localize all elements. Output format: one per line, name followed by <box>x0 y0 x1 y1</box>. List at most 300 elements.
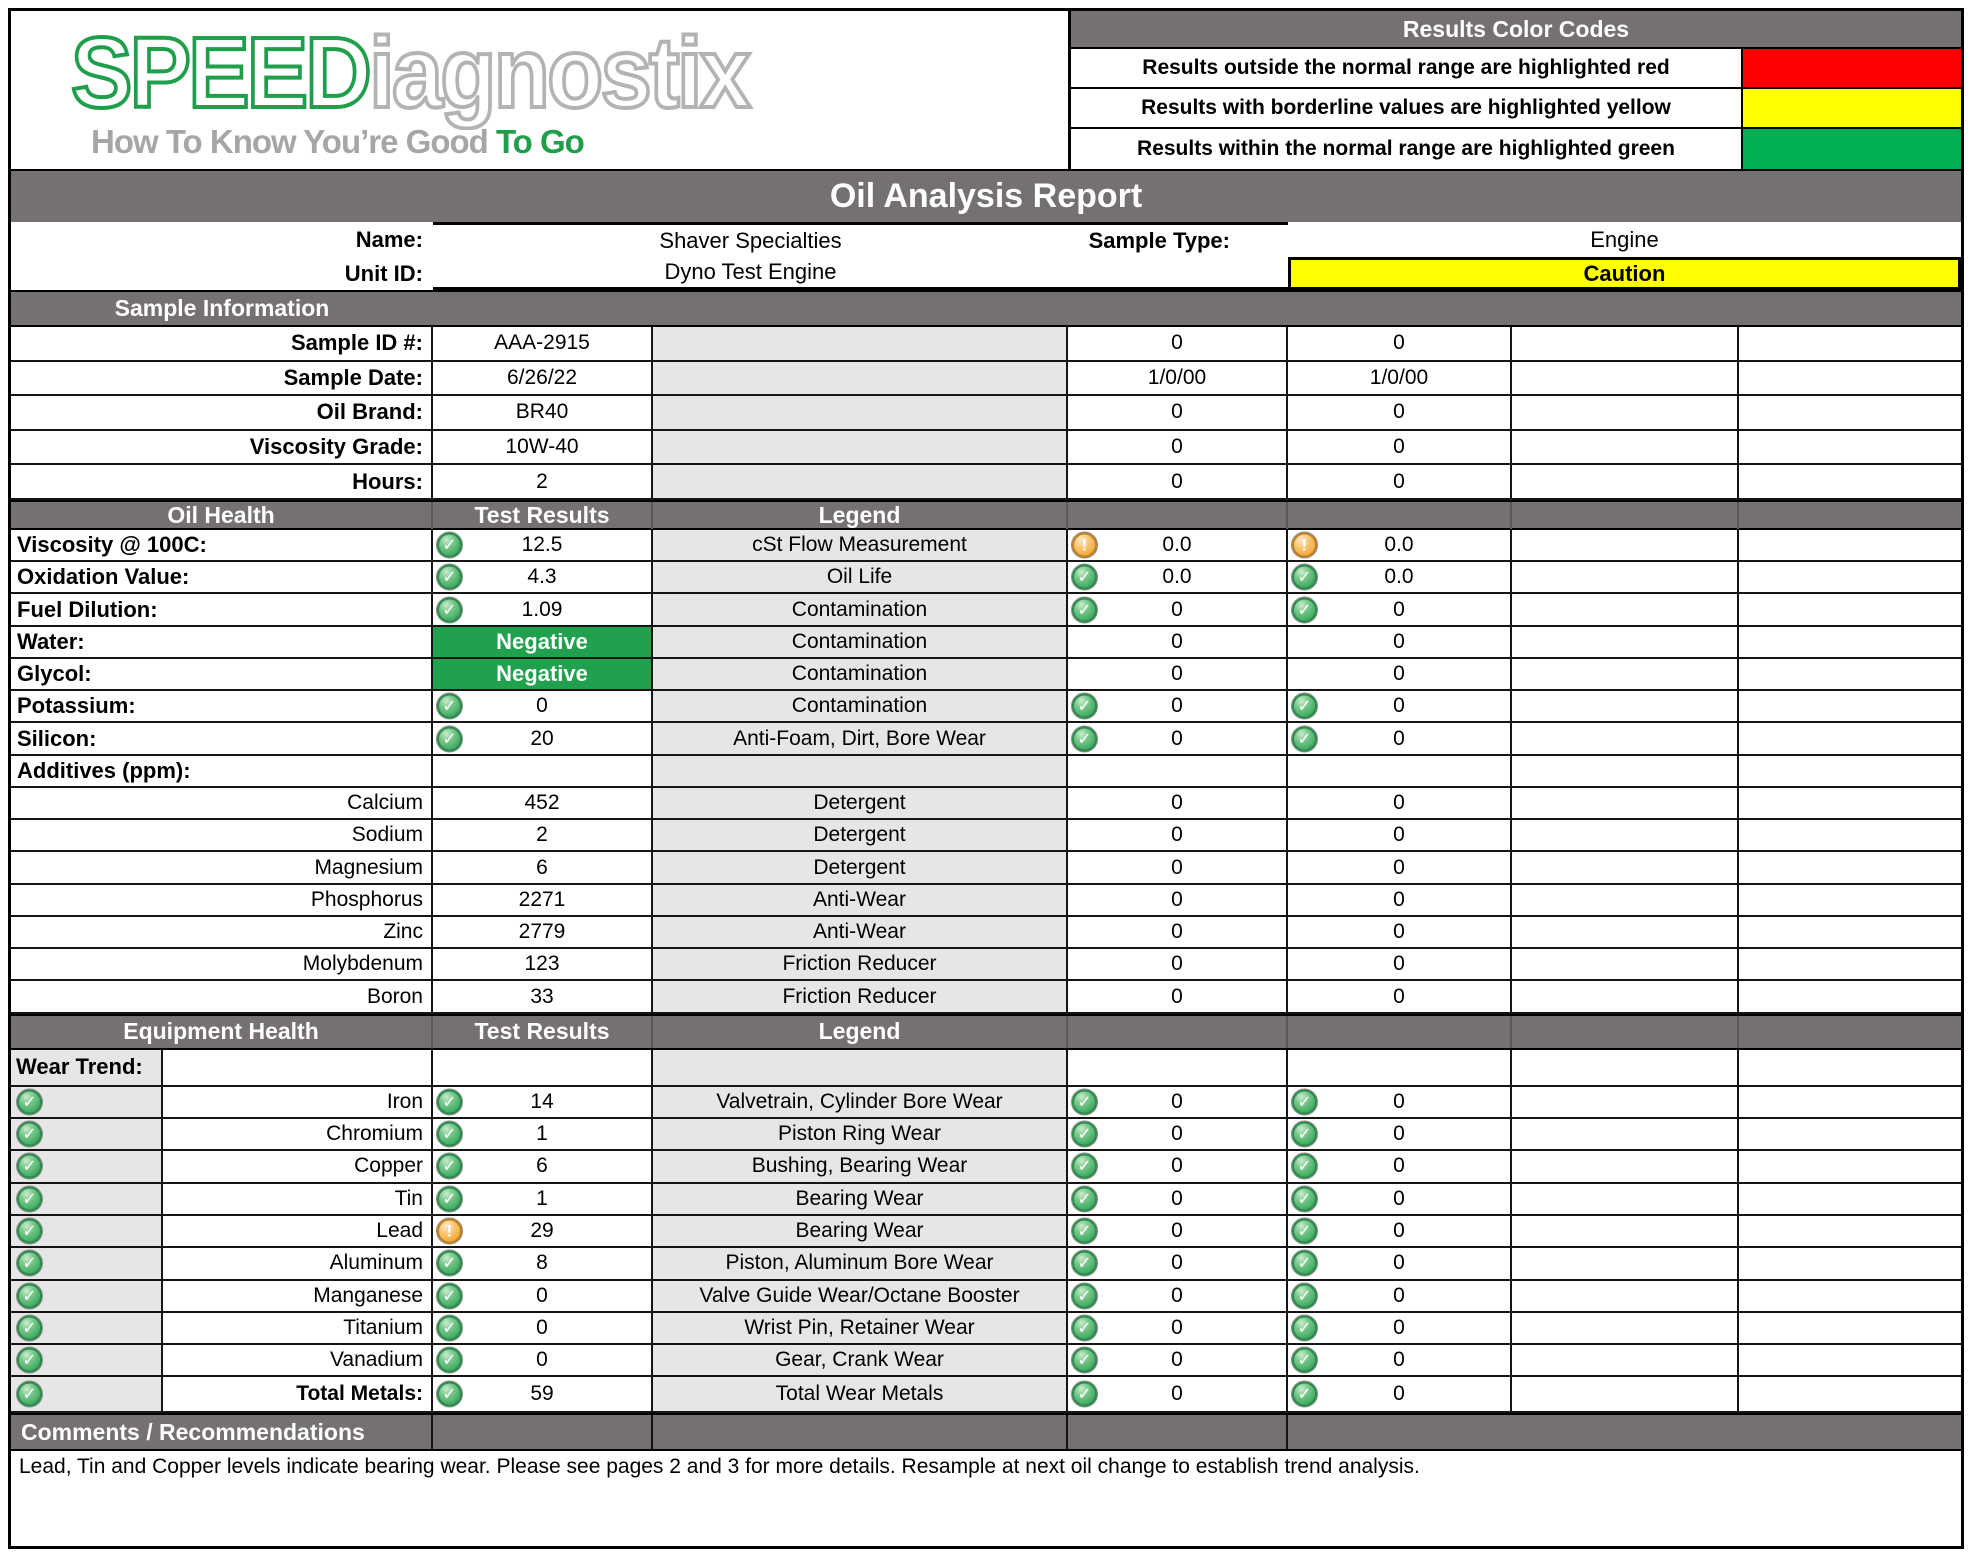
wear-trend-icon-cell <box>11 1377 163 1411</box>
wear-metal-row <box>11 1216 1961 1248</box>
legend-cell <box>653 1087 1068 1119</box>
legend-cell-text: Contamination <box>791 629 928 653</box>
test-result-value-text: 0 <box>536 1348 548 1372</box>
parameter-label-text: Boron <box>366 984 423 1008</box>
test-result-value <box>433 1216 653 1248</box>
prev-value-2 <box>1288 1216 1512 1248</box>
prev-value-2-text: 0 <box>1393 1348 1405 1372</box>
empty-cell <box>1739 885 1961 917</box>
test-result-value-text: 452 <box>524 791 560 815</box>
empty-cell <box>1512 562 1739 594</box>
metal-label <box>163 1119 431 1149</box>
check-icon: ✓ <box>1291 1218 1318 1245</box>
parameter-label-text: Molybdenum <box>302 952 423 976</box>
check-icon: ✓ <box>1071 1218 1098 1245</box>
prev-value-2 <box>1288 627 1512 659</box>
empty-cell <box>1739 981 1961 1013</box>
check-icon: ✓ <box>1291 1282 1318 1309</box>
wear-label-cell <box>11 1151 433 1183</box>
prev-value-1-text: 0 <box>1171 435 1183 459</box>
legend-cell-text: Anti-Foam, Dirt, Bore Wear <box>733 726 986 750</box>
empty-cell <box>1512 788 1739 820</box>
prev-value-1-text: 0 <box>1171 1089 1183 1113</box>
check-icon: ✓ <box>436 1121 463 1148</box>
check-icon: ✓ <box>1291 1381 1318 1408</box>
equipment-health-bar <box>11 1014 1961 1050</box>
parameter-label-text: Magnesium <box>314 855 423 879</box>
test-result-value-text: 6 <box>536 855 548 879</box>
tagline-gray: How To Know You’re Good <box>91 123 496 160</box>
oil-health-row <box>11 723 1961 755</box>
prev-value-1-text: 0 <box>1171 597 1183 621</box>
prev-value-1-text: 0 <box>1171 469 1183 493</box>
unit-id-label: Unit ID: <box>344 260 423 286</box>
test-result-value-text: 59 <box>530 1382 554 1406</box>
test-result-value <box>433 1377 653 1413</box>
empty-cell <box>1512 627 1739 659</box>
color-code-text-text: Results within the normal range are highlighted green <box>1137 137 1675 160</box>
prev-value-1 <box>1068 1248 1288 1280</box>
sample-label-text: Hours: <box>352 468 423 494</box>
empty-cell <box>1739 1248 1961 1280</box>
empty-cell <box>1739 723 1961 755</box>
prev-value-1 <box>1068 1377 1288 1413</box>
prev-value-1-text: 0 <box>1171 1219 1183 1243</box>
wear-trend-icon-cell <box>11 1119 163 1149</box>
metal-label-text: Titanium <box>343 1315 423 1339</box>
test-result-value-text: 123 <box>524 952 560 976</box>
wear-label-cell <box>11 1377 433 1413</box>
sample-value-text: AAA-2915 <box>494 331 590 355</box>
check-icon: ✓ <box>1291 596 1318 623</box>
empty-cell <box>1739 431 1961 466</box>
prev-value-1-text: 0 <box>1171 662 1183 686</box>
warning-icon: ! <box>1291 532 1318 559</box>
check-icon: ✓ <box>1291 1314 1318 1341</box>
prev-value-1 <box>1068 362 1288 397</box>
tagline-green: To Go <box>495 123 584 160</box>
empty-cell <box>1512 756 1739 788</box>
check-icon: ✓ <box>1071 693 1098 720</box>
prev-value-2 <box>1288 1248 1512 1280</box>
test-result-value-text: 33 <box>530 984 554 1008</box>
empty-cell <box>1512 1377 1739 1413</box>
wear-trend-icon-cell <box>11 1184 163 1214</box>
legend-cell <box>653 820 1068 852</box>
prev-value-2-text: 0 <box>1393 694 1405 718</box>
prev-value-1 <box>1068 917 1288 949</box>
test-result-value <box>433 530 653 562</box>
oil-analysis-report-sheet <box>8 8 1964 1549</box>
wear-metal-row <box>11 1313 1961 1345</box>
test-result-value-text: 6 <box>536 1154 548 1178</box>
check-icon: ✓ <box>1071 564 1098 591</box>
wear-metal-row <box>11 1377 1961 1413</box>
prev-value-1-text: 0 <box>1171 823 1183 847</box>
sample-label <box>11 362 433 397</box>
legend-cell <box>653 1345 1068 1377</box>
test-result-value <box>433 691 653 723</box>
oil-health-row <box>11 659 1961 691</box>
legend-cell-text: Valvetrain, Cylinder Bore Wear <box>716 1089 1003 1113</box>
prev-value-1-text: 0 <box>1171 984 1183 1008</box>
prev-value-2 <box>1288 396 1512 431</box>
metal-label-text: Lead <box>376 1219 423 1243</box>
legend-cell <box>653 1216 1068 1248</box>
prev-value-2 <box>1288 788 1512 820</box>
empty-cell <box>1512 1248 1739 1280</box>
check-icon: ✓ <box>16 1121 43 1148</box>
sample-label <box>11 327 433 362</box>
test-result-value-text: 2779 <box>518 920 566 944</box>
legend-cell <box>653 465 1068 500</box>
prev-value-1 <box>1068 949 1288 981</box>
test-result-value <box>433 1281 653 1313</box>
empty-cell <box>1739 691 1961 723</box>
prev-value-2 <box>1288 1087 1512 1119</box>
prev-value-1-text: 0 <box>1171 1251 1183 1275</box>
prev-value-2-text: 0 <box>1393 629 1405 653</box>
legend-cell-text: Bearing Wear <box>795 1186 924 1210</box>
unit-id-row <box>11 257 1961 290</box>
parameter-label <box>11 852 433 884</box>
sample-label-text: Oil Brand: <box>316 399 423 425</box>
legend-cell <box>653 1050 1068 1087</box>
legend-cell-text: Valve Guide Wear/Octane Booster <box>699 1283 1020 1307</box>
empty-cell <box>1512 723 1739 755</box>
check-icon: ✓ <box>436 1250 463 1277</box>
empty-cell <box>1512 885 1739 917</box>
parameter-label-text: Viscosity @ 100C: <box>17 532 207 558</box>
sample-info-row <box>11 396 1961 431</box>
test-result-value <box>433 981 653 1013</box>
sample-label <box>11 396 433 431</box>
check-icon: ✓ <box>436 596 463 623</box>
check-icon: ✓ <box>1071 1153 1098 1180</box>
wear-label-cell <box>11 1119 433 1151</box>
legend-cell-text: Anti-Wear <box>813 920 906 944</box>
color-codes-body <box>1071 49 1961 169</box>
prev-value-1 <box>1068 627 1288 659</box>
empty-cell <box>1739 594 1961 626</box>
test-result-value-text: 1 <box>536 1186 548 1210</box>
wear-label-cell <box>11 1087 433 1119</box>
legend-cell <box>653 530 1068 562</box>
parameter-label-text: Oxidation Value: <box>17 564 190 590</box>
sample-info-row <box>11 327 1961 362</box>
empty-cell <box>1512 949 1739 981</box>
check-icon: ✓ <box>1291 1347 1318 1374</box>
wear-metal-row <box>11 1184 1961 1216</box>
parameter-label <box>11 627 433 659</box>
test-result-value-text: 2 <box>536 823 548 847</box>
metal-label <box>163 1345 431 1375</box>
test-result-value <box>433 820 653 852</box>
legend-cell <box>653 788 1068 820</box>
empty-cell <box>1739 788 1961 820</box>
wear-label-cell <box>11 1248 433 1280</box>
prev-value-1-text: 0 <box>1171 1348 1183 1372</box>
prev-value-2-text: 0 <box>1393 1219 1405 1243</box>
prev-value-1 <box>1068 530 1288 562</box>
legend-cell <box>653 431 1068 466</box>
empty-cell <box>1739 1377 1961 1413</box>
color-code-text <box>1071 49 1743 87</box>
legend-cell-text: Oil Life <box>826 565 893 589</box>
prev-value-1 <box>1068 788 1288 820</box>
test-result-value <box>433 1184 653 1216</box>
legend-cell <box>653 1119 1068 1151</box>
brand-logo-text <box>71 17 988 129</box>
check-icon: ✓ <box>1291 1121 1318 1148</box>
empty-cell <box>1739 465 1961 500</box>
prev-value-2 <box>1288 1151 1512 1183</box>
equipment-test-results-title: Test Results <box>433 1016 653 1048</box>
test-result-value-text: 1.09 <box>521 597 563 621</box>
prev-value-1-text: 0 <box>1171 791 1183 815</box>
prev-value-1-text: 0 <box>1171 887 1183 911</box>
parameter-label <box>11 530 433 562</box>
prev-value-2 <box>1288 917 1512 949</box>
prev-value-1-text: 0.0 <box>1162 533 1192 557</box>
wear-trend-icon-cell <box>11 1281 163 1311</box>
brand-speed: SPEED <box>71 17 370 129</box>
check-icon: ✓ <box>16 1381 43 1408</box>
prev-value-1-text: 0 <box>1171 1122 1183 1146</box>
prev-value-2-text: 0 <box>1393 1089 1405 1113</box>
prev-value-1 <box>1068 465 1288 500</box>
parameter-label <box>11 788 433 820</box>
empty-cell <box>1512 1087 1739 1119</box>
oil-health-row <box>11 691 1961 723</box>
legend-cell-text: Friction Reducer <box>782 952 937 976</box>
prev-value-1-text: 0 <box>1171 1382 1183 1406</box>
prev-value-2 <box>1288 723 1512 755</box>
prev-value-2-text: 0 <box>1393 1283 1405 1307</box>
test-result-value-text: 0 <box>536 1283 548 1307</box>
wear-label-cell <box>11 1216 433 1248</box>
wear-metal-row <box>11 1281 1961 1313</box>
legend-cell <box>653 659 1068 691</box>
prev-value-2-text: 0 <box>1393 726 1405 750</box>
test-result-value-text: Negative <box>496 628 588 654</box>
prev-value-1 <box>1068 1087 1288 1119</box>
wear-trend-row <box>11 1050 1961 1087</box>
test-result-value <box>433 852 653 884</box>
oil-health-title: Oil Health <box>11 502 433 529</box>
legend-cell-text: Bearing Wear <box>795 1219 924 1243</box>
warning-icon: ! <box>1071 532 1098 559</box>
color-swatch-yellow <box>1743 89 1961 127</box>
metal-label <box>163 1281 431 1311</box>
check-icon: ✓ <box>436 564 463 591</box>
results-color-codes-table <box>1068 11 1961 169</box>
check-icon: ✓ <box>1071 1250 1098 1277</box>
sample-information-rows <box>11 327 1961 500</box>
wear-trend-header-cell <box>11 1050 163 1085</box>
legend-cell-text: Wrist Pin, Retainer Wear <box>744 1315 975 1339</box>
prev-value-2 <box>1288 1313 1512 1345</box>
check-icon: ✓ <box>16 1314 43 1341</box>
legend-cell <box>653 691 1068 723</box>
empty-cell <box>1068 1050 1288 1087</box>
check-icon: ✓ <box>436 1347 463 1374</box>
oil-health-row <box>11 917 1961 949</box>
sample-label-text: Sample Date: <box>283 364 423 390</box>
empty-cell <box>1739 627 1961 659</box>
oil-health-row <box>11 530 1961 562</box>
check-icon: ✓ <box>16 1282 43 1309</box>
empty-cell <box>1512 1313 1739 1345</box>
check-icon: ✓ <box>1291 564 1318 591</box>
test-result-value-text: 20 <box>530 726 554 750</box>
test-result-value-text: 2271 <box>518 887 566 911</box>
prev-value-1 <box>1068 723 1288 755</box>
parameter-label <box>11 756 433 788</box>
legend-cell <box>653 723 1068 755</box>
wear-trend-icon-cell <box>11 1345 163 1375</box>
oil-health-row <box>11 788 1961 820</box>
empty-cell <box>1739 1345 1961 1377</box>
prev-value-1-text: 1/0/00 <box>1147 365 1207 389</box>
metal-label-text: Manganese <box>313 1283 423 1307</box>
empty-cell <box>1288 1050 1512 1087</box>
oil-health-row <box>11 627 1961 659</box>
legend-cell <box>653 362 1068 397</box>
metal-label-text: Copper <box>354 1154 423 1178</box>
prev-value-2 <box>1288 594 1512 626</box>
status-badge: Caution <box>1288 257 1961 290</box>
check-icon: ✓ <box>436 725 463 752</box>
prev-value-1 <box>1068 1216 1288 1248</box>
metal-label-text: Vanadium <box>329 1348 423 1372</box>
prev-value-2-text: 0 <box>1393 469 1405 493</box>
parameter-label <box>11 594 433 626</box>
check-icon: ✓ <box>1291 1185 1318 1212</box>
prev-value-2 <box>1288 1377 1512 1413</box>
unit-id-value: Dyno Test Engine <box>433 257 1068 290</box>
empty-cell <box>1739 362 1961 397</box>
check-icon: ✓ <box>436 1314 463 1341</box>
legend-cell <box>653 627 1068 659</box>
check-icon: ✓ <box>1071 1347 1098 1374</box>
empty-cell <box>1739 562 1961 594</box>
parameter-label <box>11 562 433 594</box>
oil-test-results-title: Test Results <box>433 502 653 529</box>
legend-cell <box>653 327 1068 362</box>
parameter-label-text: Silicon: <box>17 725 97 751</box>
prev-value-2 <box>1288 820 1512 852</box>
prev-value-2-text: 0 <box>1393 887 1405 911</box>
prev-value-1-text: 0 <box>1171 1186 1183 1210</box>
wear-metal-row <box>11 1345 1961 1377</box>
empty-cell <box>1739 852 1961 884</box>
legend-cell <box>653 396 1068 431</box>
prev-value-1 <box>1068 594 1288 626</box>
legend-cell-text: Total Wear Metals <box>775 1382 944 1406</box>
prev-value-2-text: 0 <box>1393 400 1405 424</box>
wear-label-cell <box>11 1184 433 1216</box>
sample-label-text: Viscosity Grade: <box>249 434 423 460</box>
prev-value-1 <box>1068 1184 1288 1216</box>
empty-cell <box>1512 1151 1739 1183</box>
prev-value-2 <box>1288 562 1512 594</box>
wear-metal-row <box>11 1087 1961 1119</box>
prev-value-1-text: 0 <box>1171 1154 1183 1178</box>
empty-cell <box>1512 820 1739 852</box>
wear-trend-label-cell <box>11 1050 433 1087</box>
legend-cell-text: Detergent <box>813 791 906 815</box>
metal-label <box>163 1151 431 1181</box>
parameter-label-text: Potassium: <box>17 693 136 719</box>
wear-trend-icon-cell <box>11 1151 163 1181</box>
sample-value-text: 2 <box>536 469 548 493</box>
prev-value-1 <box>1068 981 1288 1013</box>
check-icon: ✓ <box>16 1153 43 1180</box>
prev-value-2 <box>1288 1281 1512 1313</box>
prev-value-2 <box>1288 949 1512 981</box>
check-icon: ✓ <box>1071 725 1098 752</box>
prev-value-2 <box>1288 327 1512 362</box>
check-icon: ✓ <box>436 1088 463 1115</box>
prev-value-2-text: 0 <box>1393 1186 1405 1210</box>
comments-text: Lead, Tin and Copper levels indicate bearing wear. Please see pages 2 and 3 for more details. Resample at next oil change to establish trend analysis. <box>11 1451 1961 1546</box>
sample-information-bar <box>11 290 1961 327</box>
metal-label-text: Aluminum <box>329 1251 423 1275</box>
prev-value-2 <box>1288 852 1512 884</box>
metal-label-text: Tin <box>394 1186 423 1210</box>
sample-label-text: Sample ID #: <box>290 330 423 356</box>
empty-cell <box>1739 1087 1961 1119</box>
check-icon: ✓ <box>1291 1153 1318 1180</box>
prev-value-2 <box>1288 756 1512 788</box>
color-code-row <box>1071 129 1961 169</box>
test-result-value-text: Negative <box>496 661 588 687</box>
color-code-text <box>1071 129 1743 169</box>
prev-value-2-text: 0.0 <box>1384 565 1414 589</box>
parameter-label <box>11 820 433 852</box>
prev-value-2-text: 0.0 <box>1384 533 1414 557</box>
prev-value-1 <box>1068 1281 1288 1313</box>
prev-value-1 <box>1068 1151 1288 1183</box>
prev-value-1-text: 0 <box>1171 400 1183 424</box>
metal-label-text: Total Metals: <box>296 1382 423 1406</box>
empty-cell <box>1739 530 1961 562</box>
color-codes-title: Results Color Codes <box>1071 11 1961 49</box>
check-icon: ✓ <box>1071 1185 1098 1212</box>
legend-cell-text: cSt Flow Measurement <box>752 533 967 557</box>
check-icon: ✓ <box>1071 1121 1098 1148</box>
prev-value-1-text: 0 <box>1171 629 1183 653</box>
sample-value-text: BR40 <box>515 400 569 424</box>
metal-label <box>163 1248 431 1278</box>
prev-value-1 <box>1068 327 1288 362</box>
wear-metal-row <box>11 1151 1961 1183</box>
prev-value-1-text: 0 <box>1171 331 1183 355</box>
check-icon: ✓ <box>1071 1381 1098 1408</box>
prev-value-2 <box>1288 431 1512 466</box>
prev-value-2-text: 0 <box>1393 984 1405 1008</box>
sample-information-title: Sample Information <box>114 295 330 321</box>
parameter-label <box>11 723 433 755</box>
sample-info-row <box>11 362 1961 397</box>
empty-cell <box>1739 1151 1961 1183</box>
check-icon: ✓ <box>1071 1282 1098 1309</box>
wear-trend-icon-cell <box>11 1216 163 1246</box>
legend-cell <box>653 1313 1068 1345</box>
empty-cell <box>1512 917 1739 949</box>
wear-trend-icon-cell <box>11 1248 163 1278</box>
